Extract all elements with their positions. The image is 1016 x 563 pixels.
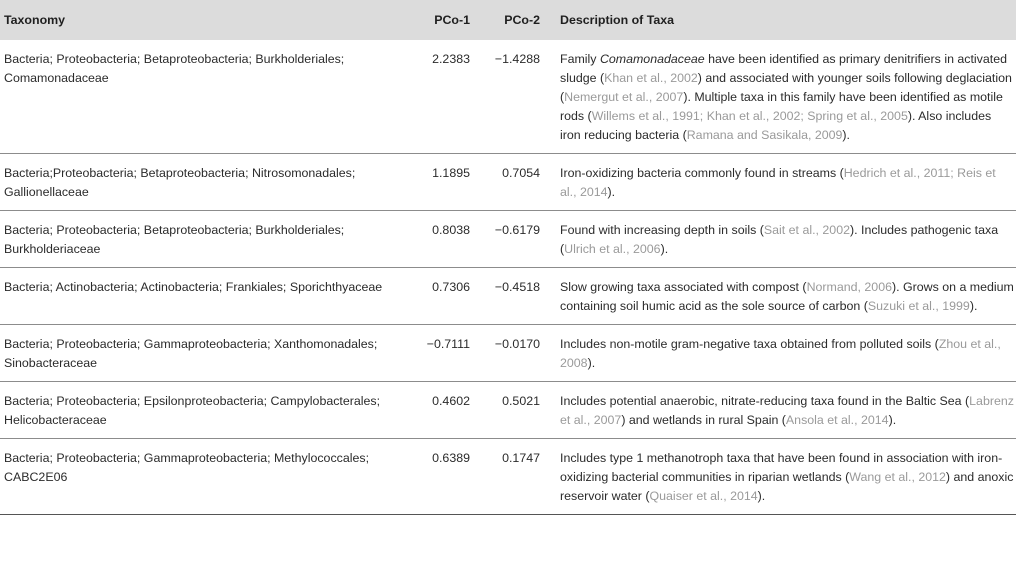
pco1-cell: −0.7111 — [412, 325, 478, 382]
pco1-cell: 1.1895 — [412, 154, 478, 211]
description-text: have been identified as primary denitrifiers in activated sludge ( — [560, 52, 1007, 85]
description-text: ). — [660, 242, 669, 256]
taxonomy-cell: Bacteria; Proteobacteria; Gammaproteobacteria; Xanthomonadales; Sinobacteraceae — [0, 325, 412, 382]
taxonomy-cell: Bacteria; Proteobacteria; Betaproteobacteria; Burkholderiales; Comamonadaceae — [0, 40, 412, 154]
citation-link[interactable]: Quaiser et al., 2014 — [649, 489, 758, 503]
table-row — [0, 40, 1016, 154]
pco2-cell: −0.6179 — [478, 211, 548, 268]
table-row — [0, 268, 1016, 325]
description-cell — [548, 154, 1016, 211]
taxonomy-cell: Bacteria; Proteobacteria; Epsilonproteobacteria; Campylobacterales; Helicobacteraceae — [0, 382, 412, 439]
table-row — [0, 382, 1016, 439]
description-text: ). — [842, 128, 850, 142]
table-row — [0, 211, 1016, 268]
description-text: ) and wetlands in rural Spain ( — [621, 413, 786, 427]
citation-link[interactable]: Normand, 2006 — [806, 280, 892, 294]
header-description: Description of Taxa — [560, 13, 675, 27]
citation-link[interactable]: Willems et al., 1991; Khan et al., 2002; Spring et al., 2005 — [591, 109, 908, 123]
description-text: ). — [607, 185, 616, 199]
table-row — [0, 154, 1016, 211]
pco2-cell: 0.7054 — [478, 154, 548, 211]
citation-link[interactable]: Nemergut et al., 2007 — [564, 90, 684, 104]
description-text: ). Grows on a medium containing soil humic acid as the sole source of carbon ( — [560, 280, 1014, 313]
citation-link[interactable]: Zhou et al., 2008 — [560, 337, 1001, 370]
citation-link[interactable]: Hedrich et al., 2011; Reis et al., 2014 — [560, 166, 996, 199]
description-text: ) and anoxic reservoir water ( — [560, 470, 1014, 503]
description-cell — [548, 439, 1016, 515]
description-text: Slow growing taxa associated with compost ( — [560, 280, 807, 294]
description-cell — [548, 40, 1016, 154]
description-text: Includes non-motile gram-negative taxa obtained from polluted soils ( — [560, 337, 939, 351]
header-row — [0, 0, 1016, 40]
description-text: Includes type 1 methanotroph taxa that have been found in association with iron-oxidizing bacterial communities in riparian wetlands ( — [560, 451, 1003, 484]
description-text: ). Includes pathogenic taxa ( — [560, 223, 999, 256]
citation-link[interactable]: Wang et al., 2012 — [849, 470, 946, 484]
taxonomy-cell: Bacteria; Actinobacteria; Actinobacteria; Frankiales; Sporichthyaceae — [0, 268, 412, 325]
pco1-cell: 0.4602 — [412, 382, 478, 439]
table-row — [0, 439, 1016, 515]
pco2-cell: 0.1747 — [478, 439, 548, 515]
pco1-cell: 0.6389 — [412, 439, 478, 515]
taxonomy-cell: Bacteria;Proteobacteria; Betaproteobacteria; Nitrosomonadales; Gallionellaceae — [0, 154, 412, 211]
citation-link[interactable]: Labrenz et al., 2007 — [560, 394, 1014, 427]
description-cell — [548, 211, 1016, 268]
pco1-cell: 0.8038 — [412, 211, 478, 268]
citation-link[interactable]: Suzuki et al., 1999 — [867, 299, 970, 313]
description-text: ). — [757, 489, 766, 503]
description-text: ). — [888, 413, 897, 427]
description-text: ). — [969, 299, 978, 313]
pco2-cell: −0.4518 — [478, 268, 548, 325]
pco1-cell: 0.7306 — [412, 268, 478, 325]
description-text: Iron-oxidizing bacteria commonly found in streams ( — [560, 166, 844, 180]
description-cell — [548, 268, 1016, 325]
description-text: ). — [587, 356, 596, 370]
table-body — [0, 40, 1016, 515]
header-pco2: PCo-2 — [504, 13, 540, 27]
header-taxonomy: Taxonomy — [4, 13, 66, 27]
citation-link[interactable]: Ramana and Sasikala, 2009 — [686, 128, 843, 142]
header-pco1: PCo-1 — [434, 13, 470, 27]
description-text: ) and associated with younger soils following deglaciation ( — [560, 71, 1012, 104]
citation-link[interactable]: Khan et al., 2002 — [604, 71, 698, 85]
taxonomy-cell: Bacteria; Proteobacteria; Gammaproteobacteria; Methylococcales; CABC2E06 — [0, 439, 412, 515]
description-text: Family — [560, 52, 600, 66]
citation-link[interactable]: Ulrich et al., 2006 — [564, 242, 661, 256]
description-text: Includes potential anaerobic, nitrate-reducing taxa found in the Baltic Sea ( — [560, 394, 970, 408]
citation-link[interactable]: Ansola et al., 2014 — [785, 413, 889, 427]
description-text: ). Also includes iron reducing bacteria ( — [560, 109, 992, 142]
description-cell — [548, 382, 1016, 439]
description-cell — [548, 325, 1016, 382]
pco2-cell: −0.0170 — [478, 325, 548, 382]
table-row — [0, 325, 1016, 382]
citation-link[interactable]: Sait et al., 2002 — [763, 223, 850, 237]
pco1-cell: 2.2383 — [412, 40, 478, 154]
description-text: ). Multiple taxa in this family have been identified as motile rods ( — [560, 90, 1003, 123]
pco2-cell: 0.5021 — [478, 382, 548, 439]
taxonomy-cell: Bacteria; Proteobacteria; Betaproteobacteria; Burkholderiales; Burkholderiaceae — [0, 211, 412, 268]
description-text: Found with increasing depth in soils ( — [560, 223, 764, 237]
taxon-name: Comamonadaceae — [599, 52, 705, 66]
pco2-cell: −1.4288 — [478, 40, 548, 154]
